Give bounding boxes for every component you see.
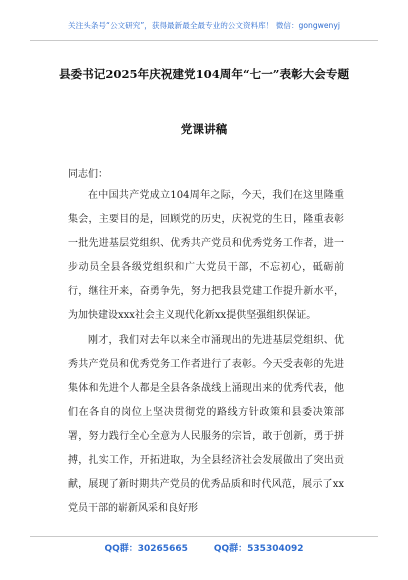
document-body: [68, 184, 344, 521]
paragraph: 在中国共产党成立104周年之际，今天，我们在这里隆重集会，主要目的是，回顾党的历史，庆祝党的生日，隆重表彰一批先进基层党组织、优秀共产党员和优秀党务工作者，进一步动员全县各级党组织和广大党员干部，不忘初心，砥砺前行，继往开来，奋勇争先，努力把我县党建工作提升新水平，为加快建设xxx社会主义现代化新xx提供坚强组织保证。: [68, 190, 344, 322]
footer-divider: [30, 536, 378, 537]
footer-contact: [0, 541, 408, 554]
paragraph: 刚才，我们对去年以来全市涌现出的先进基层党组织、优秀共产党员和优秀党务工作者进行了表彰。今天受表彰的先进集体和先进个人都是全县各条战线上涌现出来的优秀代表，他们在各自的岗位上坚决贯彻党的路线方针政策和县委决策部署，努力践行全心全意为人民服务的宗旨，敢于创新，勇于拼搏，扎实工作，开拓进取，为全县经济社会发展做出了突出贡献，展现了新时期共产党员的优秀品质和时代风范，展示了xx党员干部的崭新风采和良好形: [68, 334, 344, 515]
header-promo-note: 关注头条号“公文研究”，获得最新最全最专业的公文资料库！ 微信：gongwenyj: [68, 21, 340, 30]
footer-qq-group-2: QQ群：535304092: [213, 544, 304, 554]
document-title: 县委书记2025年庆祝建党104周年“七一”表彰大会专题: [58, 67, 350, 81]
document-subtitle: 党课讲稿: [180, 122, 228, 136]
footer-qq-group-1: QQ群：30265665: [104, 544, 188, 554]
salutation: 同志们：: [68, 169, 108, 180]
header-divider: [30, 40, 378, 41]
